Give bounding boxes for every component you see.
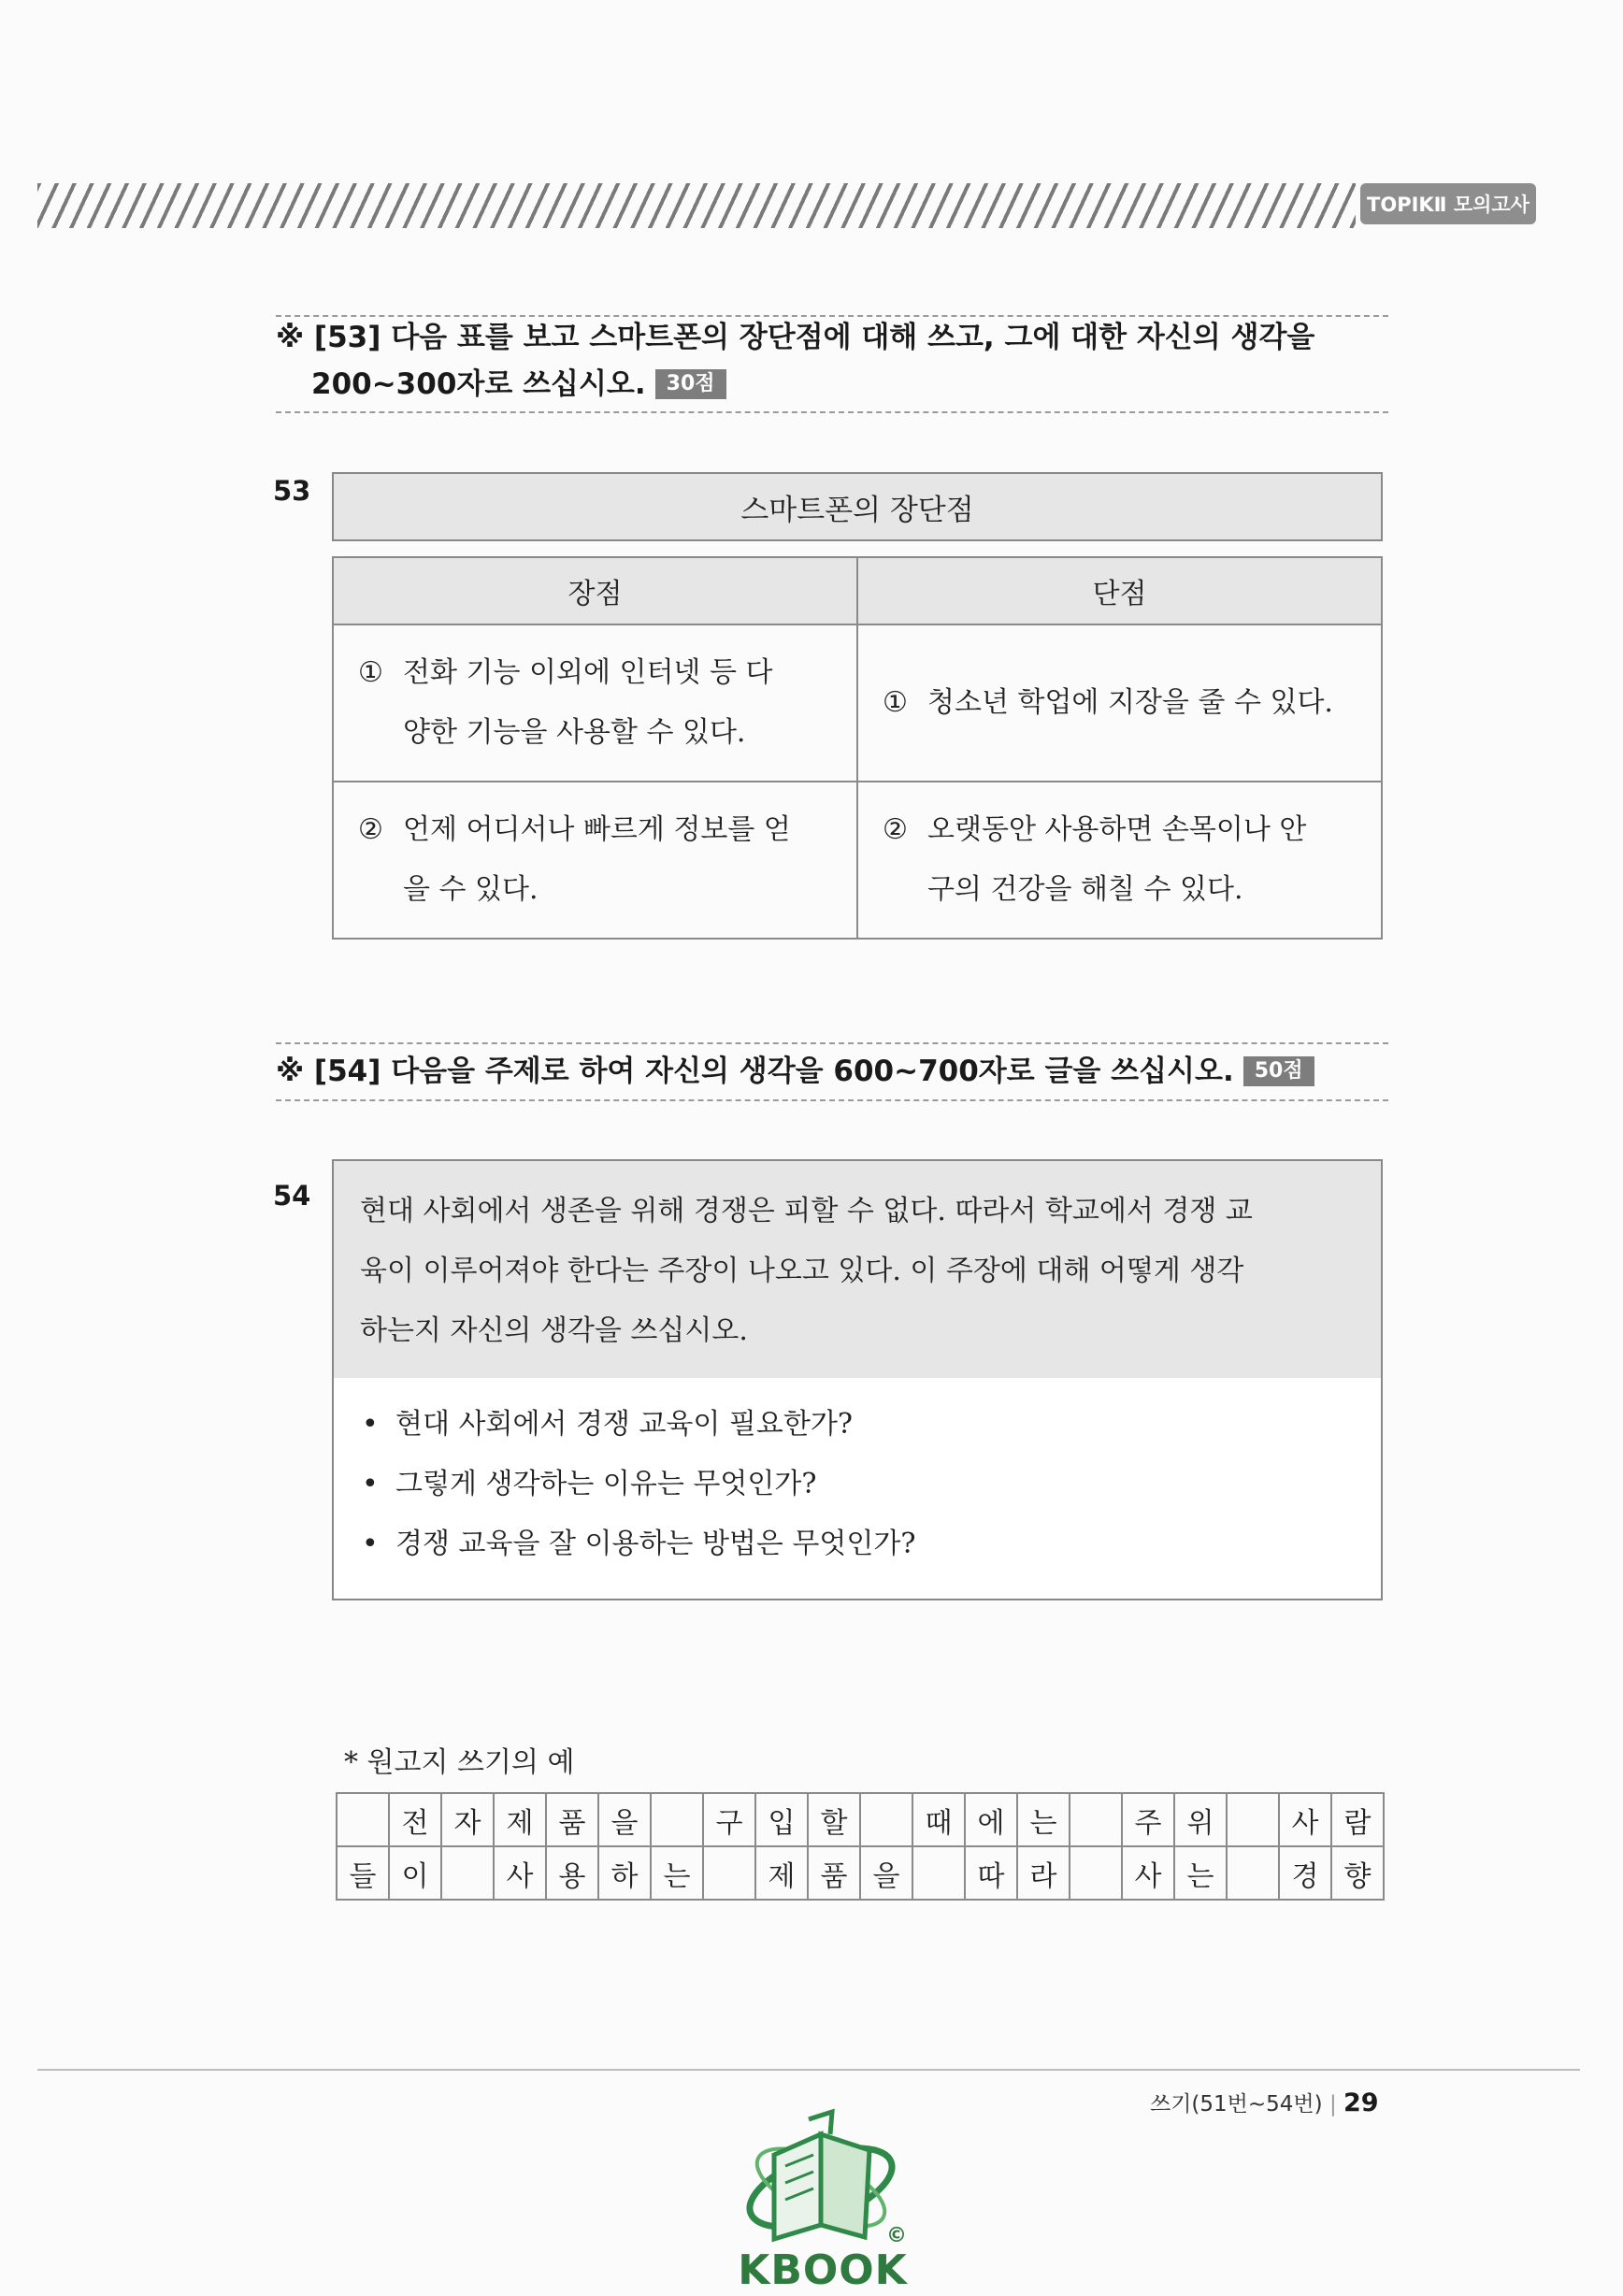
footer-page-info: [1150, 2087, 1379, 2117]
grid-cell: 용: [546, 1846, 598, 1900]
grid-cell: [441, 1846, 494, 1900]
q53-instruction-line2: 200~300자로 쓰십시오. 30점: [311, 361, 726, 408]
grid-cell: [1070, 1846, 1122, 1900]
prompt-line: 하는지 자신의 생각을 쓰십시오.: [360, 1314, 748, 1347]
grid-cell: 품: [808, 1846, 860, 1900]
grid-cell: 하: [598, 1846, 651, 1900]
q54-divider-top: [276, 1042, 1388, 1044]
grid-cell: 자: [441, 1793, 494, 1846]
watermark-text: KBOOK: [738, 2246, 908, 2294]
grid-cell: 품: [546, 1793, 598, 1846]
grid-cell: 람: [1331, 1793, 1384, 1846]
con-item-2: ② 오랫동안 사용하면 손목이나 안 구의 건강을 해칠 수 있다.: [857, 782, 1382, 939]
column-header-cons: 단점: [857, 557, 1382, 624]
grid-cell: 사: [1122, 1846, 1174, 1900]
grid-cell: 전: [389, 1793, 441, 1846]
grid-cell: [1227, 1793, 1279, 1846]
pro-item-2: ② 언제 어디서나 빠르게 정보를 얻 을 수 있다.: [333, 782, 857, 939]
grid-cell: 구: [703, 1793, 755, 1846]
bullet-icon: •: [362, 1528, 379, 1560]
grid-cell: 이: [389, 1846, 441, 1900]
pro-item-1: ① 전화 기능 이외에 인터넷 등 다 양한 기능을 사용할 수 있다.: [333, 624, 857, 782]
grid-cell: 위: [1174, 1793, 1227, 1846]
q53-instruction-line1: ※ [53] 다음 표를 보고 스마트폰의 장단점에 대해 쓰고, 그에 대한 자신의 생각을: [276, 321, 1315, 354]
column-header-pros: 장점: [333, 557, 857, 624]
prompt-line: 육이 이루어져야 한다는 주장이 나오고 있다. 이 주장에 대해 어떻게 생각: [360, 1255, 1244, 1287]
q54-instruction: ※ [54] 다음을 주제로 하여 자신의 생각을 600~700자로 글을 쓰십시오. 50점: [276, 1048, 1314, 1095]
guide-question-item: • 그렇게 생각하는 이유는 무엇인가?: [362, 1455, 1353, 1514]
q53-table-title: 스마트폰의 장단점: [332, 472, 1383, 541]
footer-section: 쓰기(51번~54번): [1150, 2092, 1323, 2117]
grid-cell: 따: [965, 1846, 1017, 1900]
grid-cell: 입: [755, 1793, 808, 1846]
grid-cell: [1227, 1846, 1279, 1900]
grid-cell: 때: [912, 1793, 965, 1846]
question-number-54: 54: [273, 1180, 311, 1212]
grid-cell: 주: [1122, 1793, 1174, 1846]
grid-cell: [703, 1846, 755, 1900]
footer-divider-mark: |: [1329, 2092, 1337, 2117]
prompt-line: 현대 사회에서 생존을 위해 경쟁은 피할 수 없다. 따라서 학교에서 경쟁 교: [360, 1195, 1253, 1227]
pros-cons-table: [332, 556, 1383, 940]
question-number-53: 53: [273, 475, 311, 507]
guide-question-item: • 현대 사회에서 경쟁 교육이 필요한가?: [362, 1395, 1353, 1455]
bullet-icon: •: [362, 1408, 379, 1441]
footer-divider: [37, 2069, 1580, 2071]
q53-points-badge: 30점: [655, 369, 726, 399]
grid-cell: 는: [651, 1846, 703, 1900]
grid-cell: 라: [1017, 1846, 1070, 1900]
grid-cell: [1070, 1793, 1122, 1846]
instruction-divider-bottom: [276, 411, 1388, 413]
bullet-icon: •: [362, 1468, 379, 1500]
grid-cell: 을: [598, 1793, 651, 1846]
grid-cell: 들: [337, 1846, 389, 1900]
grid-cell: 는: [1174, 1846, 1227, 1900]
grid-cell: 사: [1279, 1793, 1331, 1846]
q54-divider-bottom: [276, 1099, 1388, 1101]
grid-cell: 할: [808, 1793, 860, 1846]
q54-prompt-box: [332, 1159, 1383, 1380]
grid-cell: 에: [965, 1793, 1017, 1846]
q54-points-badge: 50점: [1243, 1056, 1314, 1086]
grid-cell: [860, 1793, 912, 1846]
q54-guide-questions: [332, 1378, 1383, 1600]
grid-cell: 는: [1017, 1793, 1070, 1846]
copyright-mark: ©: [886, 2224, 907, 2247]
grid-cell: [337, 1793, 389, 1846]
guide-question-item: • 경쟁 교육을 잘 이용하는 방법은 무엇인가?: [362, 1514, 1353, 1574]
page-number: 29: [1343, 2088, 1379, 2117]
grid-cell: 향: [1331, 1846, 1384, 1900]
grid-cell: 제: [755, 1846, 808, 1900]
kbook-watermark: [720, 2108, 926, 2295]
grid-cell: 제: [494, 1793, 546, 1846]
grid-cell: 경: [1279, 1846, 1331, 1900]
con-item-1: ① 청소년 학업에 지장을 줄 수 있다.: [857, 624, 1382, 782]
manuscript-example-label: * 원고지 쓰기의 예: [344, 1746, 575, 1779]
grid-cell: [651, 1793, 703, 1846]
manuscript-grid: [336, 1792, 1385, 1901]
grid-cell: 사: [494, 1846, 546, 1900]
series-tag: TOPIKⅡ 모의고사: [1360, 183, 1536, 224]
grid-cell: 을: [860, 1846, 912, 1900]
grid-cell: [912, 1846, 965, 1900]
header-hatch-decoration: [37, 183, 1356, 228]
